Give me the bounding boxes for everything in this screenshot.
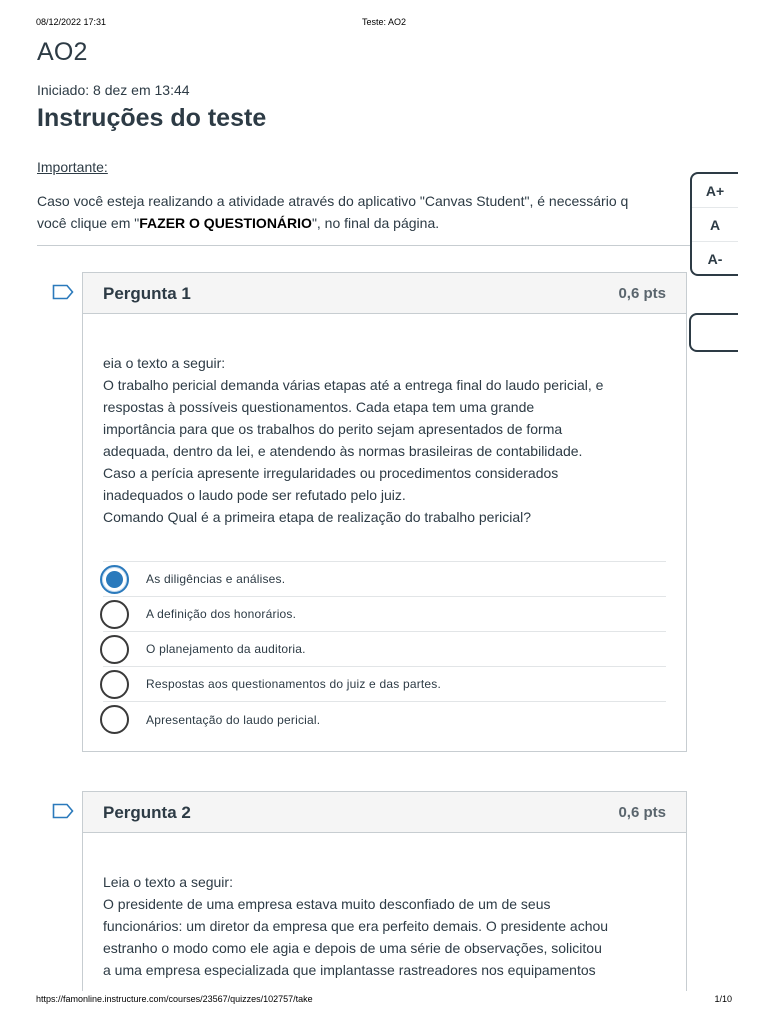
radio-icon[interactable] — [100, 670, 129, 699]
instructions-notice — [37, 190, 697, 234]
instructions-heading: Instruções do teste — [37, 104, 267, 132]
question-header — [83, 273, 686, 314]
answer-option[interactable] — [103, 597, 666, 632]
radio-selected-icon[interactable] — [100, 565, 129, 594]
question-card — [82, 272, 687, 752]
question-text-line: inadequados o laudo pode ser refutado pelo juiz. — [103, 487, 406, 503]
answer-option[interactable] — [103, 562, 666, 597]
notice-text: você clique em " — [37, 215, 140, 231]
question-text-line: eia o texto a seguir: — [103, 355, 226, 371]
print-page-title: Teste: AO2 — [361, 17, 407, 27]
question-text-line: respostas à possíveis questionamentos. Cada etapa tem uma grande — [103, 399, 535, 415]
font-size-controls — [690, 172, 738, 276]
question-text-line: a uma empresa especializada que implantasse rastreadores nos equipamentos — [103, 962, 596, 978]
question-header — [83, 792, 686, 833]
question-text-line: Leia o texto a seguir: — [103, 874, 233, 890]
notice-text: ", no final da página. — [311, 215, 440, 231]
question-text-line: Comando Qual é a primeira etapa de realização do trabalho pericial? — [103, 509, 532, 525]
notice-emphasis: FAZER O QUESTIONÁRIO — [139, 215, 312, 231]
answer-label: Apresentação do laudo pericial. — [146, 712, 321, 727]
print-page-number: 1/10 — [714, 994, 732, 1004]
side-panel-button[interactable] — [689, 313, 738, 352]
flag-question-icon[interactable] — [52, 803, 74, 819]
answer-label: As diligências e análises. — [146, 572, 286, 586]
answer-label: Respostas aos questionamentos do juiz e das partes. — [146, 677, 442, 691]
font-decrease-button[interactable]: A- — [707, 251, 723, 267]
answer-label: O planejamento da auditoria. — [146, 642, 306, 656]
radio-icon[interactable] — [100, 635, 129, 664]
question-text-line: O presidente de uma empresa estava muito desconfiado de um de seus — [103, 896, 551, 912]
important-label: Importante: — [37, 159, 108, 175]
print-datetime: 08/12/2022 17:31 — [36, 17, 107, 27]
font-increase-button[interactable]: A+ — [692, 174, 738, 208]
answer-option[interactable] — [103, 702, 666, 737]
section-divider — [37, 245, 697, 246]
question-text-line: funcionários: um diretor da empresa que era perfeito demais. O presidente achou — [103, 918, 609, 934]
answer-option[interactable] — [103, 667, 666, 702]
flag-question-icon[interactable] — [52, 284, 74, 300]
question-points: 0,6 pts — [618, 285, 666, 302]
question-text — [83, 314, 686, 528]
question-text-line: adequada, dentro da lei, e atendendo às normas brasileiras de contabilidade. — [103, 443, 583, 459]
print-footer — [36, 994, 732, 1008]
question-text-line: estranho o modo como ele agia e depois de uma série de observações, solicitou — [103, 940, 602, 956]
radio-icon[interactable] — [100, 600, 129, 629]
question-points: 0,6 pts — [618, 804, 666, 821]
question-text-line: O trabalho pericial demanda várias etapas até a entrega final do laudo pericial, e — [103, 377, 604, 393]
question-name: Pergunta 2 — [103, 803, 191, 822]
quiz-title: AO2 — [37, 38, 88, 66]
answer-list — [103, 561, 666, 737]
quiz-started-time: Iniciado: 8 dez em 13:44 — [37, 82, 190, 98]
answer-option[interactable] — [103, 632, 666, 667]
notice-line-1: Caso você esteja realizando a atividade através do aplicativo "Canvas Student", é necessário q — [37, 193, 629, 209]
question-text — [83, 833, 686, 981]
question-card — [82, 791, 687, 991]
font-reset-button[interactable]: A — [692, 208, 738, 242]
question-text-line: importância para que os trabalhos do perito sejam apresentados de forma — [103, 421, 563, 437]
print-header — [36, 17, 732, 31]
radio-icon[interactable] — [100, 705, 129, 734]
question-name: Pergunta 1 — [103, 284, 191, 303]
question-text-line: Caso a perícia apresente irregularidades ou procedimentos considerados — [103, 465, 559, 481]
answer-label: A definição dos honorários. — [146, 607, 297, 621]
print-url: https://famonline.instructure.com/courses/23567/quizzes/102757/take — [36, 994, 313, 1004]
notice-line-2 — [37, 212, 697, 234]
